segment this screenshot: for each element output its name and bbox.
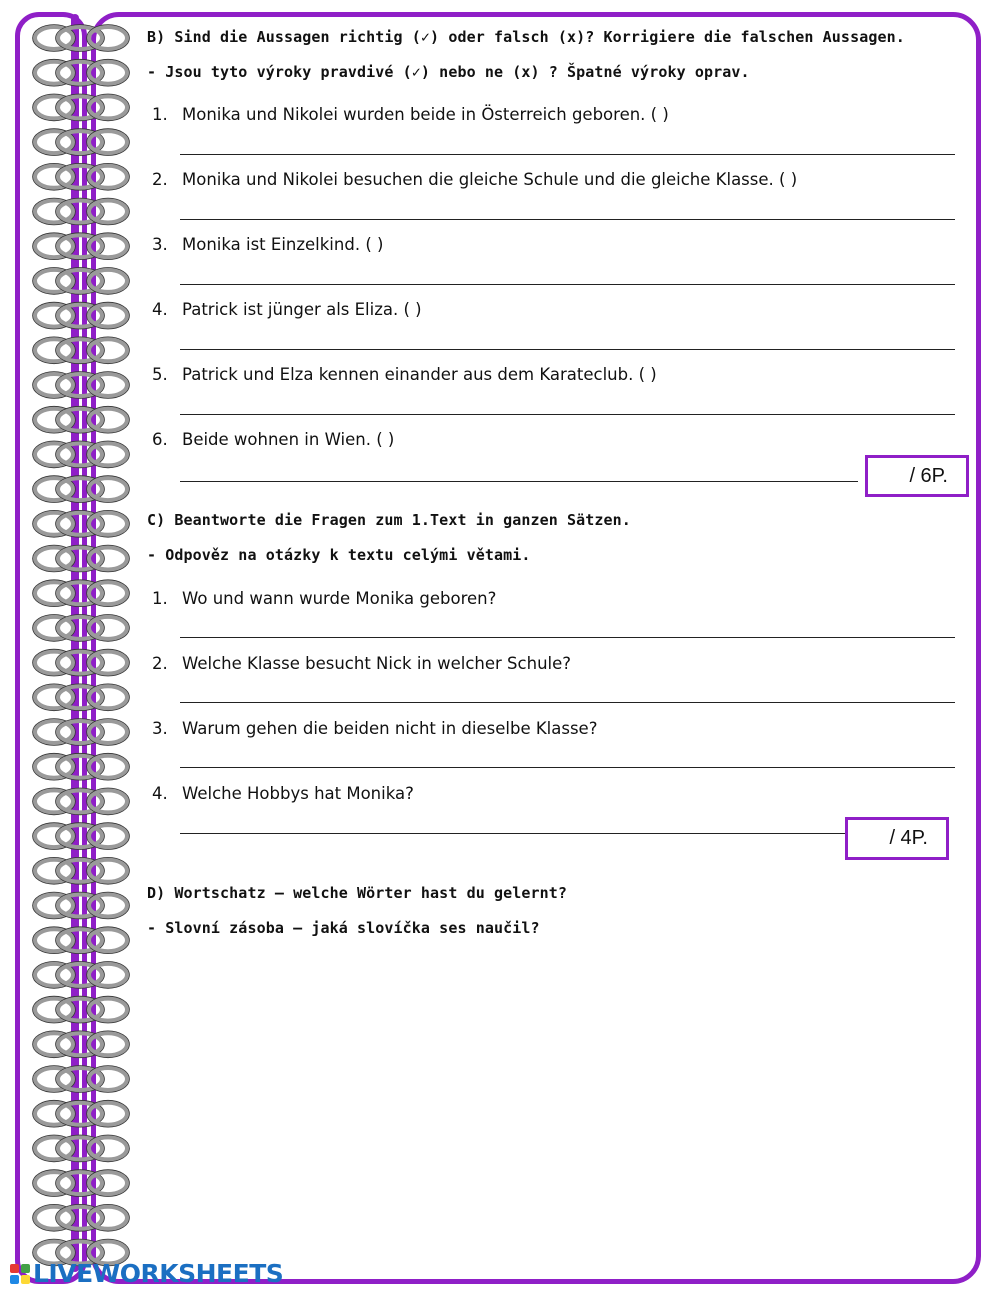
answer-field-b3[interactable]: [180, 284, 955, 285]
spiral-ring-icon: [33, 129, 129, 155]
section-c-question-3: 3. Warum gehen die beiden nicht in dieselbe Klasse?: [152, 719, 598, 738]
spiral-ring-icon: [33, 1135, 129, 1161]
spiral-ring-icon: [33, 164, 129, 190]
section-b-item-2: 2. Monika und Nikolei besuchen die gleiche Schule und die gleiche Klasse. ( ): [152, 170, 798, 189]
spiral-ring-icon: [33, 407, 129, 433]
section-b-item-3: 3. Monika ist Einzelkind. ( ): [152, 235, 384, 254]
spiral-ring-icon: [33, 927, 129, 953]
logo-blocks-icon: [10, 1264, 30, 1284]
spiral-ring-icon: [33, 1066, 129, 1092]
answer-field-c4[interactable]: [180, 833, 845, 834]
answer-field-b2[interactable]: [180, 219, 955, 220]
answer-field-b4[interactable]: [180, 349, 955, 350]
section-b-item-6: 6. Beide wohnen in Wien. ( ): [152, 430, 395, 449]
spiral-ring-icon: [33, 268, 129, 294]
spiral-ring-icon: [33, 546, 129, 572]
liveworksheets-logo: [10, 1259, 283, 1288]
spiral-ring-icon: [33, 684, 129, 710]
section-b-item-5: 5. Patrick und Elza kennen einander aus dem Karateclub. ( ): [152, 365, 657, 384]
spiral-ring-icon: [33, 1170, 129, 1196]
section-b-item-1: 1. Monika und Nikolei wurden beide in Österreich geboren. ( ): [152, 105, 669, 124]
answer-field-b5[interactable]: [180, 414, 955, 415]
spiral-ring-icon: [33, 858, 129, 884]
section-d-title-de: D) Wortschatz – welche Wörter hast du gelernt?: [147, 884, 568, 902]
spiral-ring-icon: [33, 511, 129, 537]
spiral-ring-icon: [33, 303, 129, 329]
worksheet-page: [91, 12, 981, 1284]
answer-field-c2[interactable]: [180, 702, 955, 703]
spiral-ring-icon: [33, 441, 129, 467]
spiral-ring-icon: [33, 60, 129, 86]
score-box-c: / 4P.: [845, 817, 949, 860]
answer-field-c1[interactable]: [180, 637, 955, 638]
section-c-question-2: 2. Welche Klasse besucht Nick in welcher Schule?: [152, 654, 572, 673]
answer-field-b1[interactable]: [180, 154, 955, 155]
answer-field-c3[interactable]: [180, 767, 955, 768]
spiral-ring-icon: [33, 754, 129, 780]
section-d-title-cz: - Slovní zásoba – jaká slovíčka ses naučil?: [147, 919, 540, 937]
spiral-ring-icon: [33, 372, 129, 398]
spiral-ring-icon: [33, 233, 129, 259]
logo-text: LIVEWORKSHEETS: [33, 1259, 284, 1288]
section-c-title-cz: - Odpověz na otázky k textu celými větami.: [147, 546, 531, 564]
spiral-ring-icon: [33, 94, 129, 120]
spiral-ring-icon: [33, 997, 129, 1023]
spiral-ring-icon: [33, 199, 129, 225]
spiral-ring-icon: [33, 25, 129, 51]
spiral-ring-icon: [33, 650, 129, 676]
spiral-binding-icon: [30, 20, 134, 1270]
spiral-ring-icon: [33, 962, 129, 988]
section-c-question-1: 1. Wo und wann wurde Monika geboren?: [152, 589, 497, 608]
section-b-title-cz: - Jsou tyto výroky pravdivé (✓) nebo ne (x) ? Špatné výroky oprav.: [147, 63, 750, 81]
spiral-ring-icon: [33, 719, 129, 745]
spiral-ring-icon: [33, 337, 129, 363]
answer-field-b6[interactable]: [180, 481, 858, 482]
spiral-ring-icon: [33, 788, 129, 814]
score-box-b: / 6P.: [865, 455, 969, 497]
section-b-item-4: 4. Patrick ist jünger als Eliza. ( ): [152, 300, 422, 319]
spiral-ring-icon: [33, 1101, 129, 1127]
spiral-ring-icon: [33, 1031, 129, 1057]
spiral-ring-icon: [33, 476, 129, 502]
spiral-ring-icon: [33, 1205, 129, 1231]
section-c-title-de: C) Beantworte die Fragen zum 1.Text in ganzen Sätzen.: [147, 511, 631, 529]
spiral-ring-icon: [33, 615, 129, 641]
spiral-ring-icon: [33, 893, 129, 919]
section-c-question-4: 4. Welche Hobbys hat Monika?: [152, 784, 414, 803]
section-b-title-de: B) Sind die Aussagen richtig (✓) oder falsch (x)? Korrigiere die falschen Aussagen.: [147, 28, 905, 46]
spiral-ring-icon: [33, 580, 129, 606]
spiral-ring-icon: [33, 823, 129, 849]
